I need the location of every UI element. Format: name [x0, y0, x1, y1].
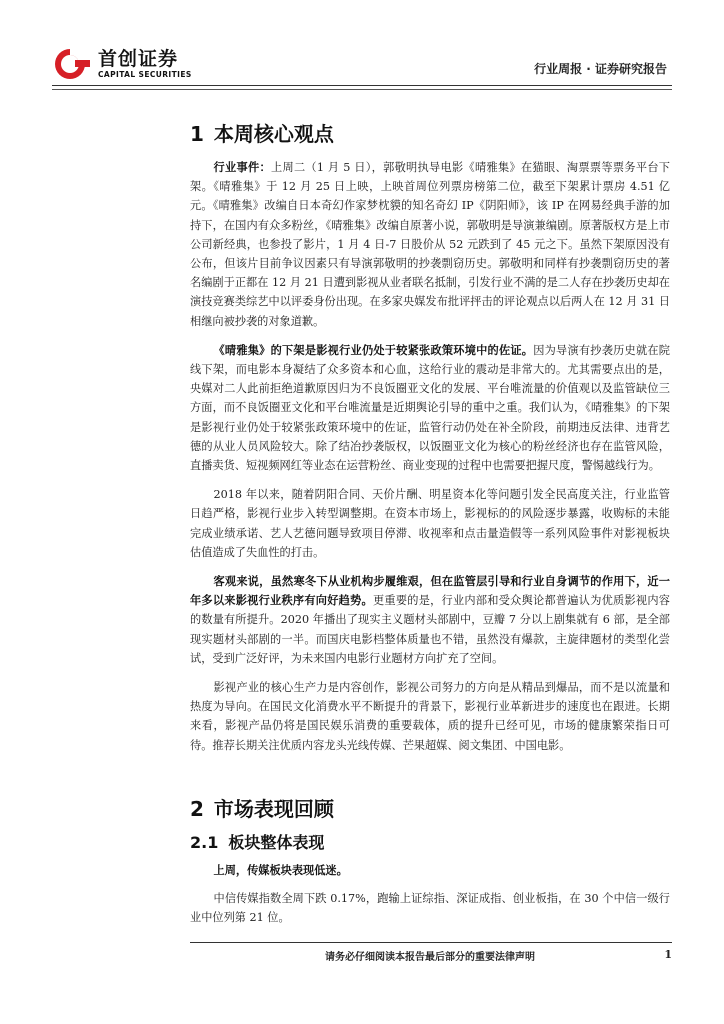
section-heading — [190, 795, 670, 823]
section-heading — [190, 120, 670, 148]
paragraph-industry-event — [190, 158, 670, 331]
company-logo — [52, 46, 192, 82]
header-divider — [52, 85, 672, 86]
paragraph-text: 影视产业的核心生产力是内容创作，影视公司努力的方向是从精品到爆品，而不是以流量和热度为导向。在国民文化消费水平不断提升的背景下，影视行业革新进步的速度也在跟进。长期来看，影视产品仍将是国民娱乐消费的重要载体，质的提升已经可见，市场的健康繁荣指日可待。推荐长期关注优质内容龙头光线传媒、芒果超媒、阅文集团、中国电影。 — [190, 681, 670, 752]
paragraph-lead: 客观来说，虽然寒冬下从业机构步履维艰，但在监管层引导和行业自身调节的作用下，近一年多以来影视行业秩序有向好趋势。 — [190, 574, 670, 608]
report-type-label: 行业周报 · 证券研究报告 — [534, 62, 667, 76]
section-number: 2 — [190, 796, 204, 821]
paragraph-text: 上周二（1 月 5 日），郭敬明执导电影《晴雅集》在猫眼、淘票票等票务平台下架。《晴雅集》于 12 月 25 日上映，上映首周位列票房榜第二位，截至下架累计票房 4.51 亿元。《晴雅集》改编自日本奇幻作家梦枕貘的知名奇幻 IP《阴阳师》，该 IP 在网易经典手游的加持下，在国内有众多粉丝，《晴雅集》改编自原著小说，郭敬明是导演兼编剧。原著版权方是上市公司新经典，也参投了影片，1 月 4 日-7 日股价从 52 元跌到了 45 元之下。虽然下架原因没有公布，但该片目前争议因素只有导演郭敬明的抄袭剽窃历史。郭敬明和同样有抄袭剽窃历史的著名编剧于正都在 12 月 21 日遭到影视从业者联名抵制，引发行业不满的是二人存在抄袭历史却在演技竞赛类综艺中以评委身份出现。在多家央媒发布批评抨击的评论观点以后两人在 12 月 31 日相继向被抄袭的对象道歉。 — [190, 161, 670, 328]
paragraph-lead: 《晴雅集》的下架是影视行业仍处于较紧张政策环境中的佐证。 — [213, 342, 534, 357]
paragraph-industry-outlook — [190, 572, 670, 668]
paragraph-text: 更重要的是，行业内部和受众舆论都普遍认为优质影视内容的数量有所提升。2020 年播出了现实主义题材头部剧中，豆瓣 7 分以上剧集就有 6 部，是全部现实题材头部剧的一半。而国庆电影档整体质量也不错，虽然没有爆款，主旋律题材的类型化尝试，受到广泛好评，为未来国内电影行业题材方向扩充了空间。 — [190, 594, 670, 665]
paragraph-text: 2018 年以来，随着阴阳合同、天价片酬、明星资本化等问题引发全民高度关注，行业监管日趋严格，影视行业步入转型调整期。在资本市场上，影视标的的风险逐步暴露，收购标的未能完成业绩承诺、艺人艺德问题导致项目停滞、收视率和点击量造假等一系列风险事件对影视板块估值造成了失血性的打击。 — [190, 488, 670, 559]
paragraph-regulation-history — [190, 485, 670, 562]
subsection-number: 2.1 — [190, 832, 219, 852]
paragraph-text: 因为导演有抄袭历史就在院线下架，而电影本身凝结了众多资本和心血，这给行业的震动是非常大的。尤其需要点出的是，央媒对二人此前拒绝道歉原因归为不良饭圈亚文化的发展、平台唯流量的价值观以及监管缺位三方面，而不良饭圈亚文化和平台唯流量是近期舆论引导的重中之重。我们认为，《晴雅集》的下架是影视行业仍处于较紧张政策环境中的佐证，监管行动仍处在补全阶段，前期违反法律、违背艺德的从业人员风险较大。除了结冶抄袭版权，以饭圈亚文化为核心的粉丝经济也存在监管风险，直播卖货、短视频网红等业态在运营粉丝、商业变现的过程中也需要把握尺度，警惕越线行为。 — [190, 343, 670, 473]
report-body — [190, 120, 670, 928]
section-number: 1 — [190, 122, 204, 146]
paragraph-recommendation — [190, 678, 670, 755]
paragraph-text: 中信传媒指数全周下跌 0.17%，跑输上证综指、深证成指、创业板指，在 30 个中信一级行业中位列第 21 位。 — [190, 892, 670, 925]
logo-mark-icon — [52, 46, 92, 82]
paragraph-policy-evidence — [190, 341, 670, 475]
paragraph-summary — [190, 861, 670, 880]
paragraph-lead: 上周，传媒板块表现低迷。 — [213, 862, 348, 877]
subsection-heading — [190, 831, 670, 855]
footer-divider — [190, 942, 672, 943]
logo-name-en: CAPITAL SECURITIES — [98, 70, 192, 79]
logo-name-cn: 首创证券 — [98, 48, 179, 70]
section-title: 本周核心观点 — [213, 122, 334, 146]
paragraph-index-performance — [190, 889, 670, 927]
paragraph-lead: 行业事件： — [213, 160, 271, 174]
header-divider-thin — [52, 89, 672, 90]
page-header — [0, 0, 724, 90]
subsection-title: 板块整体表现 — [228, 832, 325, 852]
page-number: 1 — [664, 948, 672, 961]
legal-disclaimer: 请务必仔细阅读本报告最后部分的重要法律声明 — [325, 952, 535, 963]
section-title: 市场表现回顾 — [213, 796, 334, 821]
